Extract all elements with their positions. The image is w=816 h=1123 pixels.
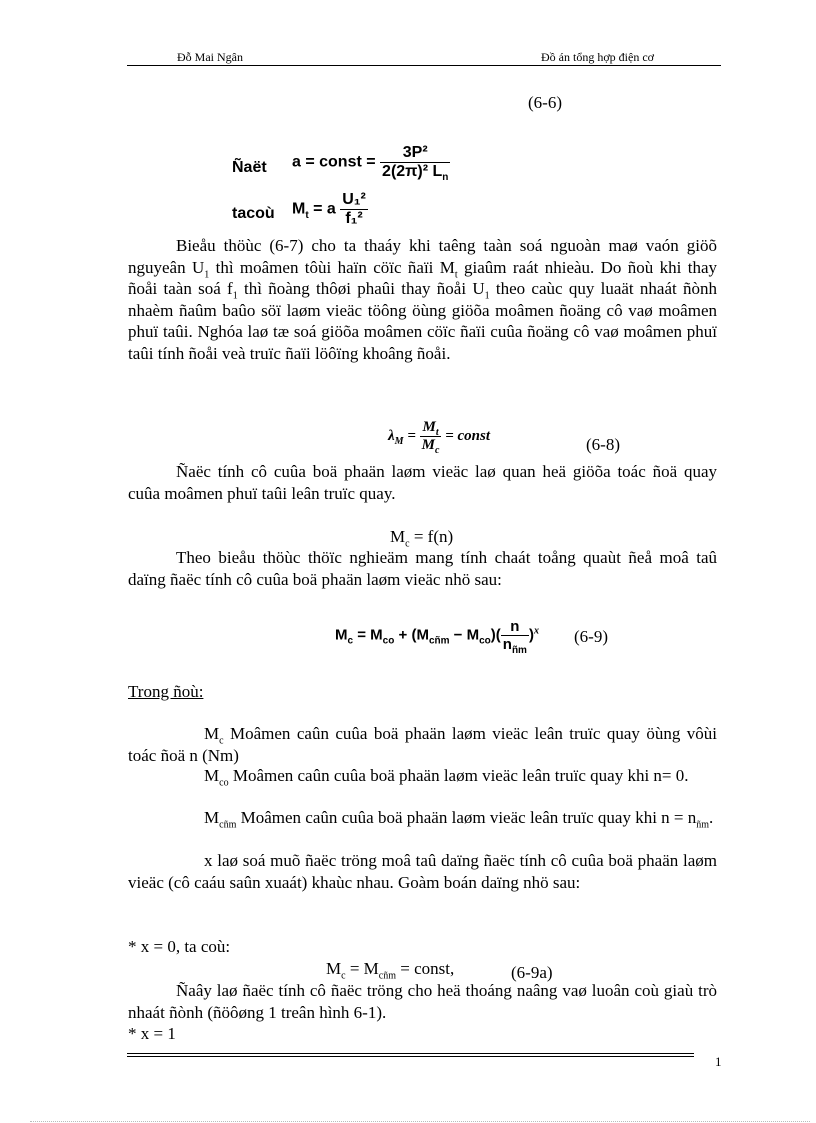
eq69-den-sub: ñm xyxy=(511,645,527,656)
case0-eq-mid: = M xyxy=(345,959,379,978)
def-mc xyxy=(128,723,717,766)
eq68-rhs: = const xyxy=(441,427,490,444)
equation-number-6-6: (6-6) xyxy=(528,93,562,112)
eq-mc-lhs: M xyxy=(390,527,406,546)
eq68-den-sub: c xyxy=(434,445,440,456)
paragraph-1 xyxy=(128,235,717,364)
para1-sub-d: 1 xyxy=(484,290,490,302)
eq69-co2: co xyxy=(479,635,491,647)
def-mt-lhs-sub: t xyxy=(305,209,309,221)
def-a-denominator xyxy=(380,163,450,184)
eq68-num-text: M xyxy=(422,419,436,435)
def-mcdm-text: Moâmen caûn cuûa boä phaän laøm vieäc leân truïc quay khi n = n xyxy=(236,808,697,827)
where-label: Trong ñoù: xyxy=(128,682,204,701)
eq69-c: c xyxy=(347,635,354,647)
case0-eq-sub: c xyxy=(341,970,346,982)
footer-rule-top xyxy=(127,1053,694,1054)
def-mt-numerator: U₁² xyxy=(342,191,366,208)
eq69-m1: M xyxy=(335,626,348,644)
para1-text-c: giaûm raát nhieàu. Do ñoù khi thay ñoåi taàn soá f xyxy=(128,257,717,298)
eq-mc-lhs-sub: c xyxy=(405,538,410,550)
equation-number-6-9: (6-9) xyxy=(574,627,608,646)
case0-label: * x = 0, ta coù: xyxy=(128,937,231,956)
def-mc-sub: c xyxy=(219,735,224,747)
paragraph-3: Theo bieåu thöùc thöïc nghieäm mang tính chaát toång quaùt ñeå moâ taû daïng ñaëc tính cô cuûa boä phaän laøm vieäc nhö sau: xyxy=(128,548,717,589)
def-mcdm-tail: . xyxy=(709,808,714,827)
eq69-fraction xyxy=(501,618,529,656)
def-mco-sym: M xyxy=(204,766,220,785)
eq68-lambda: λ xyxy=(388,427,395,444)
def-mt-mid: = a xyxy=(308,200,336,218)
equation-number-6-9a: (6-9a) xyxy=(511,963,553,982)
def-a-formula xyxy=(292,144,450,184)
eq69-m2: M xyxy=(370,626,383,644)
paragraph-4: x laø soá muõ ñaëc tröng moâ taû daïng ñaëc tính cô cuûa boä phaän laøm vieäc (cô caáu saûn xuaát) khaùc nhau. Goàm boán daïng nhö sau: xyxy=(128,851,717,892)
def-a-fraction xyxy=(380,144,450,184)
header-rule xyxy=(127,65,721,66)
paragraph-2: Ñaëc tính cô cuûa boä phaän laøm vieäc laø quan heä giöõa toác ñoä quay cuûa moâmen phuï taûi leân truïc quay. xyxy=(128,462,717,503)
def-mt-formula xyxy=(292,191,368,228)
case1-label: * x = 1 xyxy=(128,1024,176,1043)
case0-equation xyxy=(326,958,454,980)
eq68-numerator xyxy=(420,419,442,437)
page-number: 1 xyxy=(715,1054,722,1069)
equation-mc xyxy=(390,526,453,548)
case0-eq-tail: = const, xyxy=(396,959,455,978)
eq69-den xyxy=(501,636,529,656)
header-author: Đỗ Mai Ngân xyxy=(177,50,243,64)
def-mcdm-sub: cñm xyxy=(219,819,237,831)
para1-text-a: Bieåu thöùc (6-7) cho ta thaáy khi taêng taàn soá nguoàn maø vaón giöõ nguyeân U xyxy=(128,236,717,277)
para1-sub-a: 1 xyxy=(204,268,210,280)
eq69-exponent: x xyxy=(533,625,539,637)
def-mco xyxy=(128,765,717,787)
eq69-m4: M xyxy=(466,626,480,644)
case0-eq-m: M xyxy=(326,959,342,978)
def-a-den-text: 2(2π)² L xyxy=(382,163,443,180)
case0-eq-sub2: cñm xyxy=(378,970,396,982)
eq69-den-n: n xyxy=(502,636,512,653)
def-mt-lhs: M xyxy=(292,200,306,218)
def-mcdm-sym: M xyxy=(204,808,220,827)
para1-text-d: thì ñoàng thôøi phaûi thay ñoåi U xyxy=(237,279,485,298)
eq68-num-sub: t xyxy=(435,427,439,438)
def-mt-label: tacoù xyxy=(232,205,275,222)
eq68-lambda-sub: M xyxy=(394,435,404,447)
def-mt-fraction xyxy=(340,191,368,228)
def-mc-text: Moâmen caûn cuûa boä phaän laøm vieäc leân truïc quay öùng vôùi toác ñoä n (Nm) xyxy=(128,724,717,765)
def-mcdm-tail-sub: ñm xyxy=(696,819,710,831)
para1-text-e: theo caùc quy luaät nhaát ñònh nhaèm ñaûm baûo söï laøm vieäc töông öùng giöõa moâmen ñoäng cô vaø moâmen phuï taûi. Nghóa laø tæ soá giöõa moâmen cöïc ñaïi cuûa ñoäng cô vaø moâmen phuï taûi tính ñoåi veà truïc ñaïi löôïng khoâng ñoåi. xyxy=(128,279,717,363)
case0-text: Ñaây laø ñaëc tính cô ñaëc tröng cho heä thoáng naâng vaø luoân coù giaù trò nhaát ñònh (ñöôøng 1 treân hình 6-1). xyxy=(128,981,717,1022)
para1-sub-c: 1 xyxy=(232,290,238,302)
equation-6-9: $M_c = M_{co} + (M_{cñm} - M_{co})$( $\frac{n}{n_{ñm}}$ )$^x$ xyxy=(335,618,539,656)
def-mco-sub: co xyxy=(219,777,229,789)
eq68-denominator xyxy=(420,437,442,454)
def-a-numerator: 3P² xyxy=(380,144,450,163)
def-a-den-sub: n xyxy=(442,172,449,184)
eq-mc-rhs: = f(n) xyxy=(409,527,454,546)
para1-text-b: thì moâmen tôùi haïn cöïc ñaïi M xyxy=(209,257,455,277)
def-mc-sym: M xyxy=(204,724,220,743)
eq68-fraction xyxy=(420,419,442,454)
equation-6-8: $\lambda_M$ = $\frac{M_t}{M_c}$ = const xyxy=(388,419,490,456)
header-title: Đồ án tổng hợp điện cơ xyxy=(541,50,655,64)
eq69-num: n xyxy=(501,618,529,636)
equation-number-6-8: (6-8) xyxy=(586,435,620,454)
eq69-m3: M xyxy=(416,626,429,644)
footer-rule-bottom xyxy=(127,1056,694,1057)
eq69-cdm: cñm xyxy=(428,635,450,647)
def-a-lhs: a = const = xyxy=(292,153,376,171)
def-a-label: Ñaët xyxy=(232,159,267,176)
page-bottom-dotted-edge xyxy=(30,1121,810,1122)
def-mcdm xyxy=(128,807,717,829)
def-mt-denominator: f₁² xyxy=(345,210,363,227)
def-mco-text: Moâmen caûn cuûa boä phaän laøm vieäc leân truïc quay khi n= 0. xyxy=(228,766,689,785)
para1-sub-b: t xyxy=(454,268,458,280)
eq69-co1: co xyxy=(382,635,395,647)
eq68-den-text: M xyxy=(421,437,435,453)
